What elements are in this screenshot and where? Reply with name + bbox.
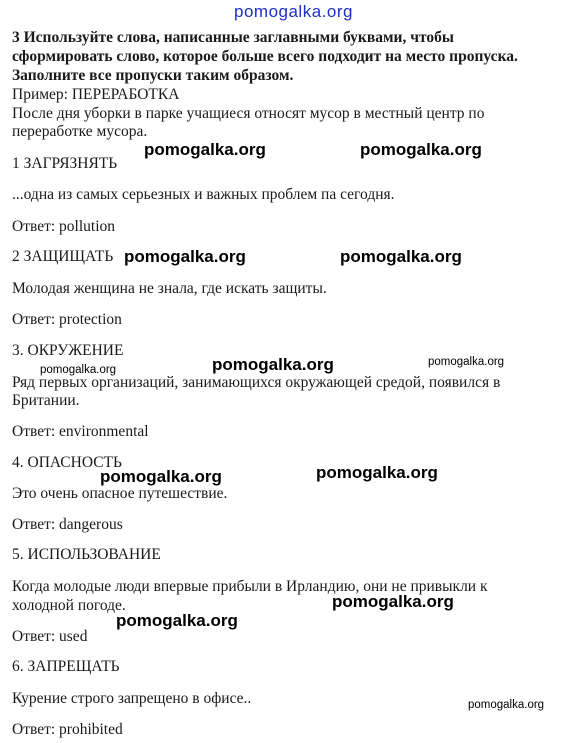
item-4-word: 4. ОПАСНОСТЬ bbox=[12, 454, 122, 471]
watermark: pomogalka.org bbox=[340, 247, 462, 266]
item-2-word: 2 ЗАЩИЩАТЬ bbox=[12, 248, 114, 265]
item-1-sentence: ...одна из самых серьезных и важных проблем па сегодня. bbox=[12, 186, 395, 203]
item-6-word: 6. ЗАПРЕЩАТЬ bbox=[12, 658, 120, 675]
watermark: pomogalka.org bbox=[100, 467, 222, 486]
example-line-2: переработке мусора. bbox=[12, 123, 148, 140]
task-line-3: Заполните все пропуски таким образом. bbox=[12, 67, 294, 84]
task-line-1: 3 Используйте слова, написанные заглавными буквами, чтобы bbox=[12, 29, 454, 46]
example-label: Пример: ПЕРЕРАБОТКА bbox=[12, 86, 180, 103]
item-5-answer: Ответ: used bbox=[12, 628, 88, 645]
item-3-answer: Ответ: environmental bbox=[12, 423, 149, 440]
watermark: pomogalka.org bbox=[212, 355, 334, 374]
item-3-sentence-2: Британии. bbox=[12, 392, 80, 409]
watermark-top: pomogalka.org bbox=[234, 2, 353, 21]
watermark: pomogalka.org bbox=[144, 140, 266, 159]
item-4-answer: Ответ: dangerous bbox=[12, 516, 123, 533]
item-4-sentence: Это очень опасное путешествие. bbox=[12, 485, 228, 502]
item-5-sentence-1: Когда молодые люди впервые прибыли в Ирландию, они не привыкли к bbox=[12, 578, 488, 595]
watermark: pomogalka.org bbox=[332, 592, 454, 611]
item-5-sentence-2: холодной погоде. bbox=[12, 597, 126, 614]
watermark-small: pomogalka.org bbox=[468, 699, 545, 711]
watermark: pomogalka.org bbox=[316, 463, 438, 482]
item-1-word: 1 ЗАГРЯЗНЯТЬ bbox=[12, 155, 118, 172]
item-5-word: 5. ИСПОЛЬЗОВАНИЕ bbox=[12, 546, 161, 563]
watermark: pomogalka.org bbox=[360, 140, 482, 159]
item-2-answer: Ответ: protection bbox=[12, 311, 122, 328]
item-3-word: 3. ОКРУЖЕНИЕ bbox=[12, 342, 124, 359]
item-6-sentence: Курение строго запрещено в офисе.. bbox=[12, 690, 252, 707]
watermark: pomogalka.org bbox=[116, 611, 238, 630]
item-6-answer: Ответ: prohibited bbox=[12, 721, 123, 738]
item-3-sentence-1: Ряд первых организаций, занимающихся окружающей средой, появился в bbox=[12, 374, 501, 391]
watermark-small: pomogalka.org bbox=[428, 356, 505, 368]
watermark-small: pomogalka.org bbox=[40, 364, 117, 376]
task-line-2: сформировать слово, которое больше всего подходит на место пропуска. bbox=[12, 48, 518, 65]
watermark: pomogalka.org bbox=[124, 247, 246, 266]
example-line-1: После дня уборки в парке учащиеся относят мусор в местный центр по bbox=[12, 105, 485, 122]
item-2-sentence: Молодая женщина не знала, где искать защиты. bbox=[12, 280, 327, 297]
item-1-answer: Ответ: pollution bbox=[12, 218, 116, 235]
